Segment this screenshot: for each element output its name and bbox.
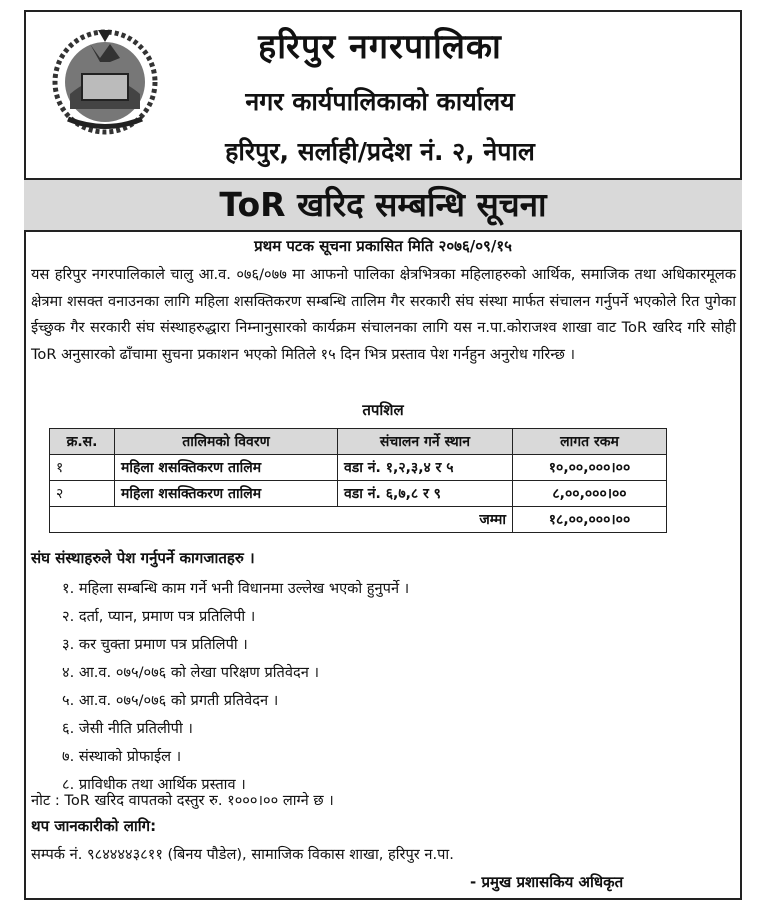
row-serial: १: [50, 455, 115, 481]
row-location: वडा नं. ६,७,८ र ९: [338, 481, 513, 507]
publication-date: प्रथम पटक सूचना प्रकासित मिति २०७६/०९/१५: [254, 237, 512, 255]
signature: - प्रमुख प्रशासकिय अधिकृत: [470, 873, 624, 891]
row-cost: ८,००,०००।००: [513, 481, 667, 507]
list-item: ५. आ.व. ०७५/०७६ को प्रगती प्रतिवेदन ।: [62, 692, 279, 709]
notice-banner: ToR खरिद सम्बन्धि सूचना: [24, 178, 742, 232]
contact-info: सम्पर्क नं. ९८४४४४३८११ (बिनय पौडेल), सामाजिक विकास शाखा, हरिपुर न.पा.: [31, 846, 454, 863]
more-info-heading: थप जानकारीको लागि:: [31, 817, 157, 835]
list-item: ६. जेसी नीति प्रतिलीपी ।: [62, 720, 193, 737]
table-row: [50, 481, 667, 507]
row-description: महिला शसक्तिकरण तालिम: [115, 481, 338, 507]
list-item: ८. प्राविधीक तथा आर्थिक प्रस्ताव ।: [62, 776, 246, 793]
schedule-table: [49, 428, 667, 533]
col-header-serial: क्र.स.: [50, 429, 115, 455]
fee-note: नोट : ToR खरिद वापतको दस्तुर रु. १०००।०० लाग्ने छ ।: [31, 792, 334, 809]
documents-heading: संघ संस्थाहरुले पेश गर्नुपर्ने कागजातहरु ।: [31, 549, 255, 567]
row-cost: १०,००,०००।००: [513, 455, 667, 481]
schedule-title: तपशिल: [362, 401, 404, 419]
col-header-cost: लागत रकम: [513, 429, 667, 455]
municipality-title: हरिपुर नगरपालिका: [258, 27, 502, 67]
row-serial: २: [50, 481, 115, 507]
list-item: २. दर्ता, प्यान, प्रमाण पत्र प्रतिलिपी ।: [62, 608, 256, 625]
col-header-location: संचालन गर्ने स्थान: [338, 429, 513, 455]
list-item: १. महिला सम्बन्धि काम गर्ने भनी विधानमा उल्लेख भएको हुनुपर्ने ।: [62, 580, 410, 597]
table-row: [50, 455, 667, 481]
total-label: जम्मा: [50, 507, 513, 533]
list-item: ३. कर चुक्ता प्रमाण पत्र प्रतिलिपी ।: [62, 636, 248, 653]
list-item: ७. संस्थाको प्रोफाईल ।: [62, 748, 182, 765]
notice-body: यस हरिपुर नगरपालिकाले चालु आ.व. ०७६/०७७ मा आफनो पालिका क्षेत्रभित्रका महिलाहरुको आर्थिक, समाजिक तथा अधिकारमूलक क्षेत्रमा शसक्त वनाउनका लागि महिला शसक्तिकरण सम्बन्धि तालिम गैर सरकारी संघ संस्था मार्फत संचालन गर्नुपर्ने भएकोले रित पुगेका ईच्छुक गैर सरकारी संघ संस्थाहरुद्धारा निम्नानुसारको कार्यक्रम संचालनका लागि यस न.पा.कोराजश्व शाखा वाट ToR खरिद गरि सोही ToR अनुसारको ढाँचामा सुचना प्रकाशन भएको मितिले १५ दिन भित्र प्रस्ताव पेश गर्नहुन अनुरोध गरिन्छ ।: [31, 266, 736, 363]
row-location: वडा नं. १,२,३,४ र ५: [338, 455, 513, 481]
table-total-row: [50, 507, 667, 533]
office-address: हरिपुर, सर्लाही/प्रदेश नं. २, नेपाल: [225, 137, 535, 166]
nepal-government-emblem: [50, 24, 160, 136]
row-description: महिला शसक्तिकरण तालिम: [115, 455, 338, 481]
col-header-description: तालिमको विवरण: [115, 429, 338, 455]
documents-list: [62, 575, 409, 799]
office-title: नगर कार्यपालिकाको कार्यालय: [245, 87, 515, 116]
total-value: १८,००,०००।००: [513, 507, 667, 533]
table-header-row: [50, 429, 667, 455]
list-item: ४. आ.व. ०७५/०७६ को लेखा परिक्षण प्रतिवेदन ।: [62, 664, 320, 681]
